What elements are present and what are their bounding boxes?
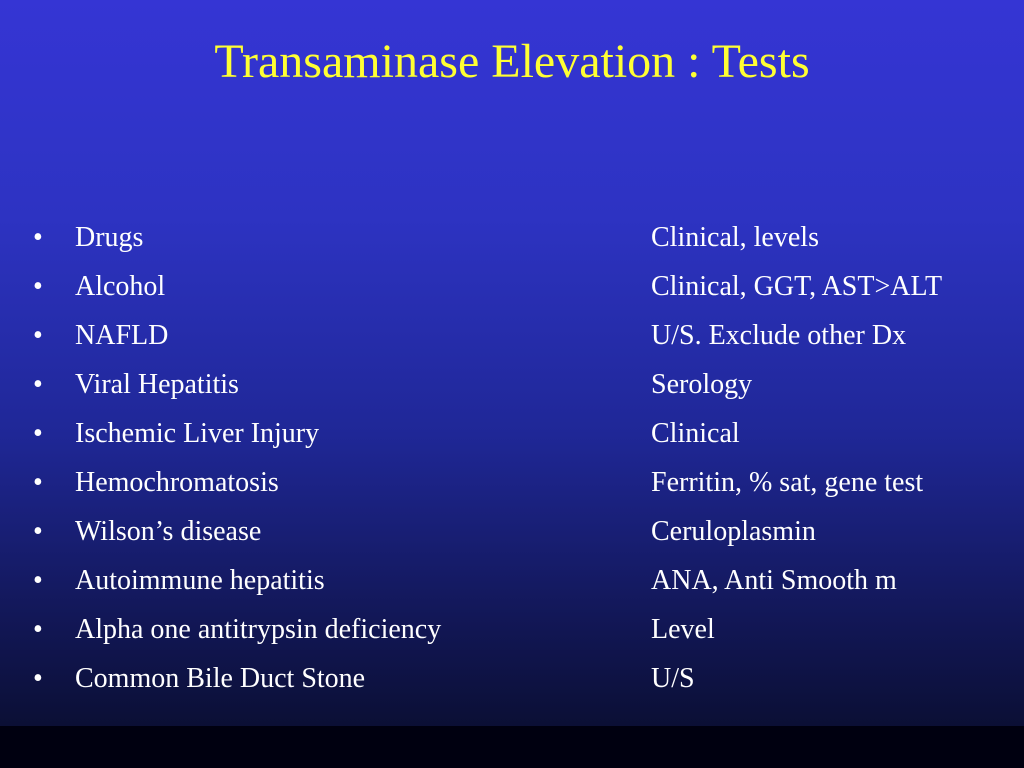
bullet-icon: • <box>33 418 43 449</box>
test-label: U/S. Exclude other Dx <box>651 320 907 351</box>
bullet-icon: • <box>33 565 43 596</box>
condition-label: Alcohol <box>75 271 166 302</box>
bullet-icon: • <box>33 467 43 498</box>
slide-title: Transaminase Elevation : Tests <box>214 35 810 88</box>
bottom-band <box>0 726 1024 768</box>
condition-label: Ischemic Liver Injury <box>75 418 320 449</box>
test-label: Serology <box>651 369 753 400</box>
list-item <box>0 311 1024 360</box>
list-item <box>0 458 1024 507</box>
bullet-icon: • <box>33 271 43 302</box>
bullet-icon: • <box>33 614 43 645</box>
condition-label: Alpha one antitrypsin deficiency <box>75 614 442 645</box>
bullet-icon: • <box>33 369 43 400</box>
list-item <box>0 556 1024 605</box>
condition-label: Common Bile Duct Stone <box>75 663 366 694</box>
list-item <box>0 507 1024 556</box>
bullet-icon: • <box>33 222 43 253</box>
condition-label: Wilson’s disease <box>75 516 262 547</box>
bullet-list <box>0 213 1024 703</box>
condition-label: Hemochromatosis <box>75 467 279 498</box>
test-label: ANA, Anti Smooth m <box>651 565 897 596</box>
condition-label: Drugs <box>75 222 144 253</box>
list-item <box>0 213 1024 262</box>
test-label: U/S <box>651 663 695 694</box>
condition-label: NAFLD <box>75 320 169 351</box>
test-label: Ferritin, % sat, gene test <box>651 467 924 498</box>
list-item <box>0 654 1024 703</box>
list-item <box>0 360 1024 409</box>
list-item <box>0 409 1024 458</box>
test-label: Clinical, GGT, AST>ALT <box>651 271 943 302</box>
bullet-icon: • <box>33 663 43 694</box>
bullet-icon: • <box>33 516 43 547</box>
list-item <box>0 605 1024 654</box>
test-label: Clinical <box>651 418 740 449</box>
test-label: Level <box>651 614 715 645</box>
test-label: Clinical, levels <box>651 222 819 253</box>
condition-label: Autoimmune hepatitis <box>75 565 325 596</box>
test-label: Ceruloplasmin <box>651 516 816 547</box>
condition-label: Viral Hepatitis <box>75 369 239 400</box>
list-item <box>0 262 1024 311</box>
bullet-icon: • <box>33 320 43 351</box>
